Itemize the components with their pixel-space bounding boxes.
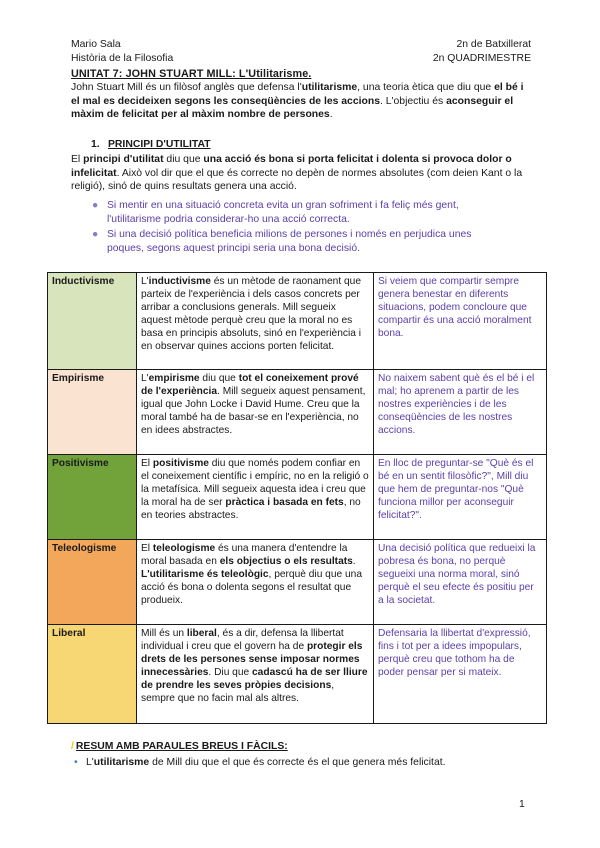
row-label-positivisme: Positivisme: [48, 455, 137, 540]
list-item: ● Si una decisió política beneficia milions de persones i només en perjudica unes poques, segons aquest principi seria una bona decisió.: [92, 229, 472, 254]
highlight-mark-icon: /: [71, 741, 74, 752]
term-label: 2n QUADRIMESTRE: [432, 53, 531, 64]
summary-heading: / RESUM AMB PARAULES BREUS I FÀCILS:: [71, 741, 288, 752]
unit-title: UNITAT 7: JOHN STUART MILL: L'Utilitarisme.: [71, 68, 312, 80]
row-description: Mill és un liberal, és a dir, defensa la llibertat individual i creu que el govern ha de protegir els drets de les persones sense imposar normes innecessàries. Diu que cadascú ha de ser lliure de prendre les seves pròpies decisions, sempre que no facin mal als altres.: [137, 625, 374, 724]
author-name: Mario Sala: [71, 39, 121, 50]
page-number: 1: [519, 799, 525, 810]
row-label-inductivisme: Inductivisme: [48, 273, 137, 370]
table-row: [48, 540, 547, 625]
row-example: Defensaria la llibertat d'expressió, fins i tot per a idees impopulars, perquè creu que tothom ha de poder pensar per si mateix.: [374, 625, 547, 724]
course-label: 2n de Batxillerat: [456, 39, 531, 50]
bullet-icon: ●: [92, 200, 99, 211]
subject-label: Història de la Filosofia: [71, 53, 174, 64]
list-item: ● Si mentir en una situació concreta evita un gran sofriment i fa feliç més gent, l'utilitarisme podria considerar-ho una acció correcta.: [92, 200, 459, 225]
table-row: [48, 273, 547, 370]
section-paragraph: El principi d'utilitat diu que una acció és bona si porta felicitat i dolenta si provoca dolor o infelicitat. Això vol dir que el que és correcte no depèn de normes absolutes (com deien Kant o la religió), sinó de quins resultats genera una acció.: [71, 154, 523, 193]
row-example: Una decisió política que redueixi la pobresa és bona, no perquè segueixi una norma moral, sinó perquè el seu efecte és positiu per a la societat.: [374, 540, 547, 625]
table-row: [48, 455, 547, 540]
bullet-icon: ●: [92, 229, 99, 241]
row-label-empirisme: Empirisme: [48, 370, 137, 455]
table-row: [48, 370, 547, 455]
row-description: L'inductivisme és un mètode de raonament que parteix de l'experiència i dels casos concrets per arribar a conclusions generals. Mill segueix aquest mètode perquè creu que la moral no es basa en principis absoluts, sinó en l'experiència i en observar quines accions porten felicitat.: [137, 273, 374, 370]
example-bullet-list: [91, 199, 511, 257]
row-label-teleologisme: Teleologisme: [48, 540, 137, 625]
bullet-icon: •: [74, 757, 78, 768]
section-heading: 1. PRINCIPI D'UTILITAT: [91, 139, 211, 150]
row-example: Si veiem que compartir sempre genera benestar en diferents situacions, podem concloure que compartir és una acció moralment bona.: [374, 273, 547, 370]
row-description: El positivisme diu que només podem confiar en el coneixement científic i empíric, no en la religió o la metafísica. Mill segueix aquesta idea i creu que la moral ha de ser pràctica i basada en fets, no en teories abstractes.: [137, 455, 374, 540]
row-example: No naixem sabent què és el bé i el mal; ho aprenem a partir de les nostres experiències i de les conseqüències de les nostres accions.: [374, 370, 547, 455]
table-row: [48, 625, 547, 724]
row-example: En lloc de preguntar-se "Què és el bé en un sentit filosòfic?", Mill diu que hem de preguntar-nos "Què funciona millor per aconseguir felicitat?".: [374, 455, 547, 540]
row-description: El teleologisme és una manera d'entendre la moral basada en els objectius o els resultats. L'utilitarisme és teleològic, perquè diu que una acció és bona o dolenta segons el resultat que produeix.: [137, 540, 374, 625]
summary-item: • L'utilitarisme de Mill diu que el que és correcte és el que genera més felicitat.: [74, 757, 446, 768]
intro-paragraph: John Stuart Mill és un filòsof anglès que defensa l'utilitarisme, una teoria ètica que diu que el bé i el mal es decideixen segons les conseqüències de les accions. L'objectiu és aconseguir el màxim de felicitat per al màxim nombre de persones.: [71, 82, 524, 121]
row-label-liberal: Liberal: [48, 625, 137, 724]
concepts-table: [47, 272, 547, 724]
row-description: L'empirisme diu que tot el coneixement prové de l'experiència. Mill segueix aquest pensament, igual que John Locke i David Hume. Creu que la moral també ha de basar-se en l'experiència, no en idees abstractes.: [137, 370, 374, 455]
